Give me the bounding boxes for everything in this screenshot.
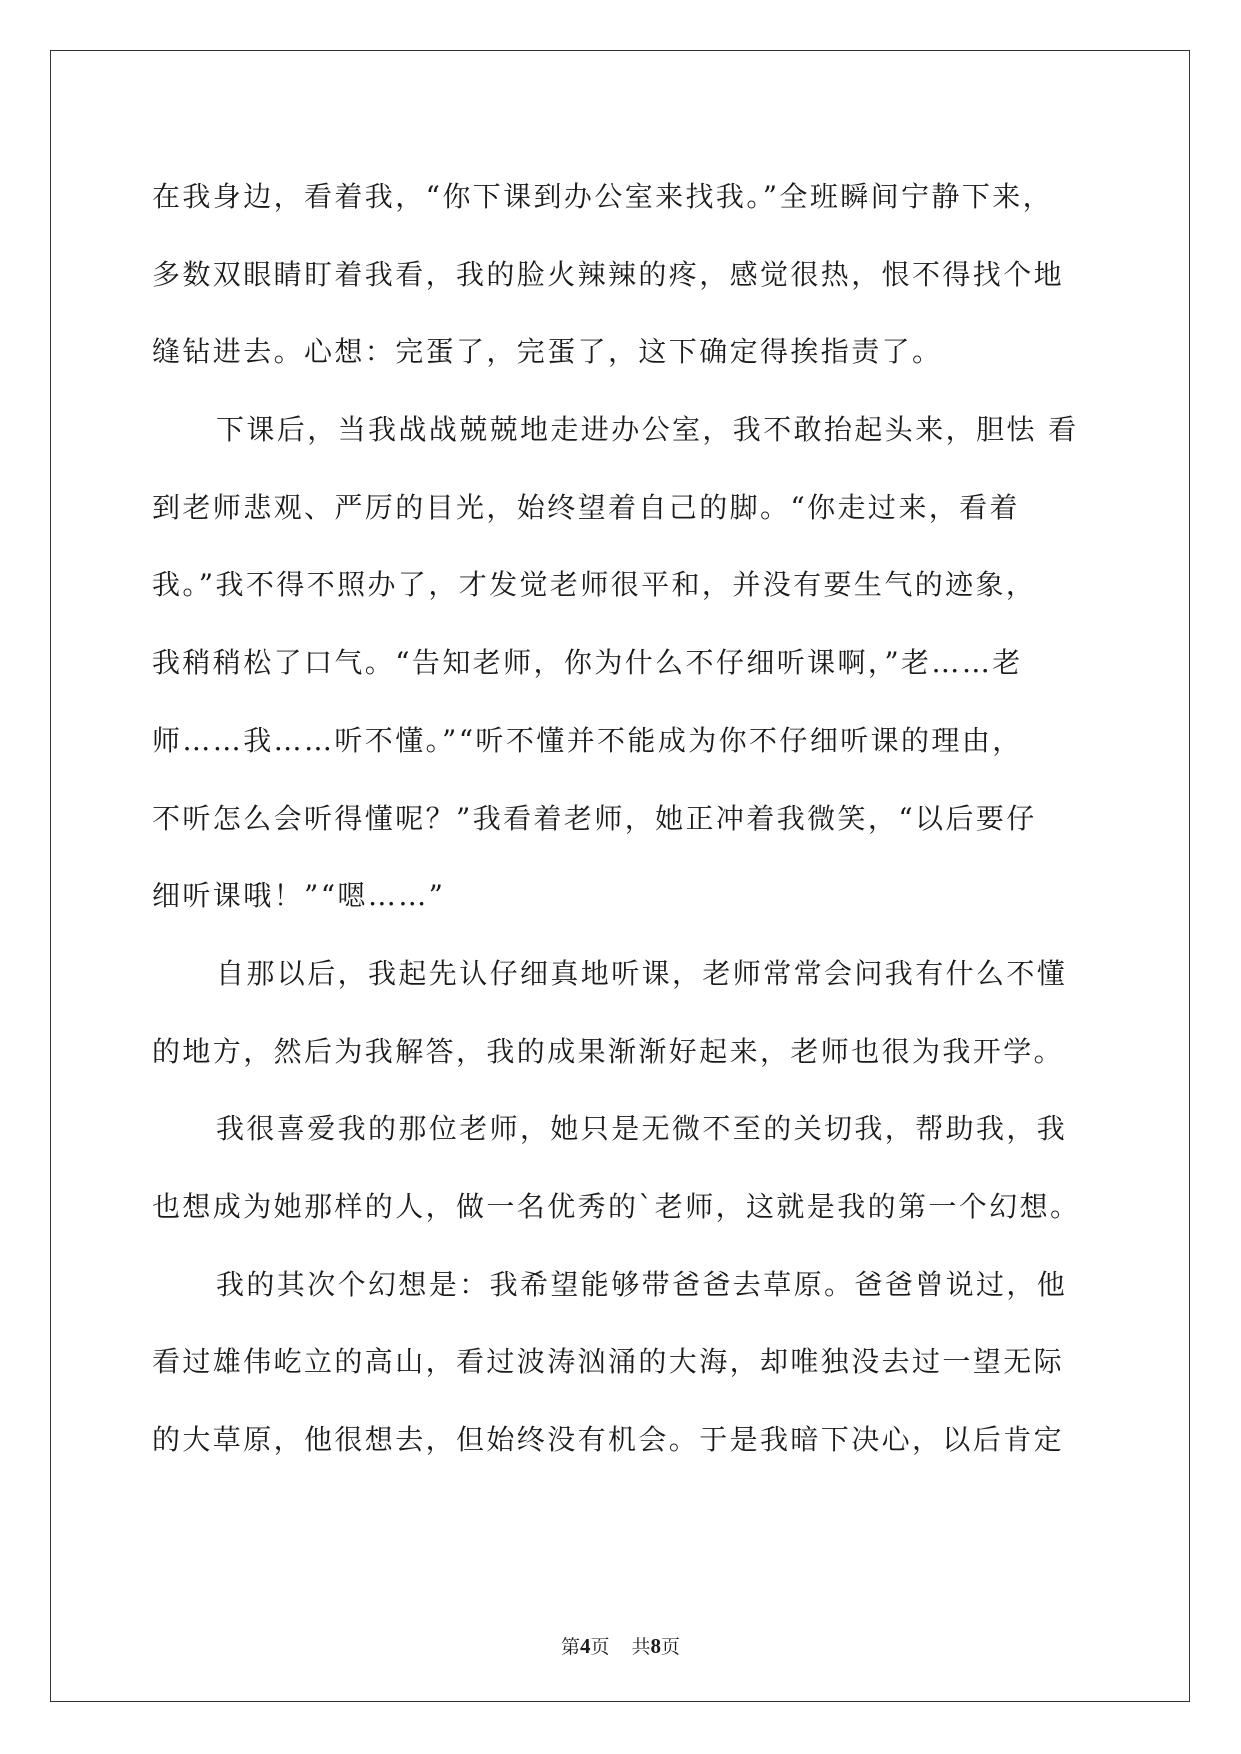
text-line: 缝钻进去。心想：完蛋了，完蛋了，这下确定得挨指责了。 [152,335,943,369]
text-line: 到老师悲观、严厉的目光，始终望着自己的脚。“你走过来，看着 [152,490,1020,524]
page-prefix: 第 [560,1636,580,1658]
text-line: 在我身边，看着我，“你下课到办公室来找我。”全班瞬间宁静下来， [152,180,1054,213]
page-number-footer [0,1632,1241,1659]
text-line: 细听课哦！”“嗯……” [152,879,446,913]
text-line: 自那以后，我起先认仔细真地听课，老师常常会问我有什么不懂 [216,956,1068,990]
current-page-number: 4 [579,1634,591,1658]
text-line: 我稍稍松了口气。“告知老师，你为什么不仔细听课啊，”老……老 [152,646,1023,680]
total-prefix: 共 [631,1636,651,1658]
total-suffix: 页 [661,1636,681,1658]
text-line: 看过雄伟屹立的高山，看过波涛汹涌的大海，却唯独没去过一望无际 [152,1345,1065,1379]
text-line: 也想成为她那样的人，做一名优秀的`老师，这就是我的第一个幻想。 [152,1189,1081,1223]
text-line: 我。”我不得不照办了，才发觉老师很平和，并没有要生气的迹象， [152,568,1037,602]
text-line: 我的其次个幻想是：我希望能够带爸爸去草原。爸爸曾说过，他 [216,1267,1068,1301]
text-line: 下课后，当我战战兢兢地走进办公室，我不敢抬起头来，胆怯 看 [216,413,1079,447]
text-line: 的大草原，他很想去，但始终没有机会。于是我暗下决心，以后肯定 [152,1423,1065,1456]
text-line: 不听怎么会听得懂呢？”我看着老师，她正冲着我微笑，“以后要仔 [152,801,1037,835]
text-line: 师……我……听不懂。”“听不懂并不能成为你不仔细听课的理由， [152,723,1023,757]
page-suffix: 页 [590,1636,610,1658]
total-pages-number: 8 [650,1634,662,1658]
document-body [152,158,1092,1479]
text-line: 多数双眼睛盯着我看，我的脸火辣辣的疼，感觉很热，恨不得找个地 [152,257,1065,291]
text-line: 我很喜爱我的那位老师，她只是无微不至的关切我，帮助我，我 [216,1112,1068,1146]
text-line: 的地方，然后为我解答，我的成果渐渐好起来，老师也很为我开学。 [152,1034,1065,1068]
